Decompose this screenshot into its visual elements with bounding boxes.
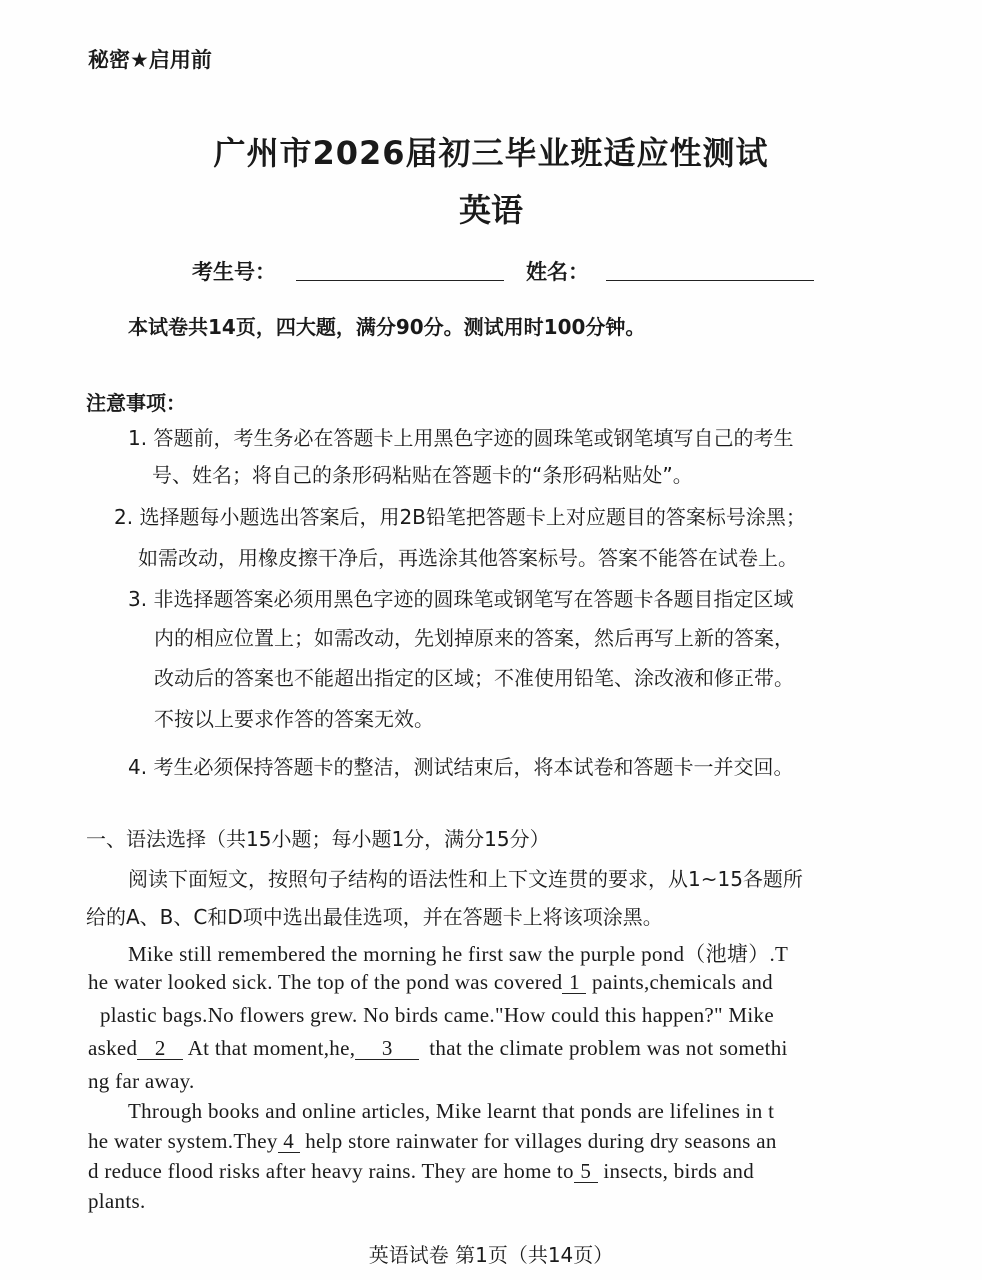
note-3-line-4: 不按以上要求作答的答案无效。 <box>154 707 434 731</box>
passage-line: Through books and online articles, Mike learnt that ponds are lifelines in t <box>128 1099 775 1123</box>
exam-number-line <box>296 280 504 281</box>
note-4-line-1: 4. 考生必须保持答题卡的整洁，测试结束后，将本试卷和答题卡一并交回。 <box>128 755 794 779</box>
blank-1: 1 <box>562 971 586 994</box>
blank-5: 5 <box>574 1160 598 1183</box>
blank-4: 4 <box>278 1130 300 1153</box>
note-3-line-2: 内的相应位置上；如需改动，先划掉原来的答案，然后再写上新的答案， <box>154 626 794 650</box>
exam-title: 广州市2026届初三毕业班适应性测试 <box>213 134 769 172</box>
note-2-line-2: 如需改动，用橡皮擦干净后，再选涂其他答案标号。答案不能答在试卷上。 <box>138 546 798 570</box>
passage-text: help store rainwater for villages during dry seasons an <box>299 1129 777 1153</box>
notes-heading: 注意事项： <box>86 391 186 415</box>
exam-summary: 本试卷共14页，四大题，满分90分。测试用时100分钟。 <box>128 315 646 339</box>
page-footer: 英语试卷 第1页（共14页） <box>368 1243 614 1267</box>
note-2-line-1: 2. 选择题每小题选出答案后，用2B铅笔把答题卡上对应题目的答案标号涂黑； <box>114 505 806 529</box>
section-1-instruction-line-2: 给的A、B、C和D项中选出最佳选项，并在答题卡上将该项涂黑。 <box>86 905 663 929</box>
note-3-line-1: 3. 非选择题答案必须用黑色字迹的圆珠笔或钢笔写在答题卡各题目指定区域 <box>128 587 794 611</box>
note-1-line-1: 1. 答题前，考生务必在答题卡上用黑色字迹的圆珠笔或钢笔填写自己的考生 <box>128 426 794 450</box>
note-1-line-2: 号、姓名；将自己的条形码粘贴在答题卡的“条形码粘贴处”。 <box>152 463 693 487</box>
passage-line <box>88 970 773 995</box>
passage-text: paints,chemicals and <box>586 970 773 994</box>
passage-text: that the climate problem was not somethi <box>429 1036 788 1060</box>
name-label: 姓名： <box>526 260 589 284</box>
passage-line <box>88 1129 777 1154</box>
passage-text: At that moment,he, <box>183 1036 356 1060</box>
blank-3: 3 <box>355 1037 419 1060</box>
passage-line: Mike still remembered the morning he first saw the purple pond（池塘）.T <box>128 942 789 966</box>
passage-line: plants. <box>88 1189 146 1213</box>
passage-line <box>88 1159 754 1184</box>
passage-text: insects, birds and <box>597 1159 755 1183</box>
name-line <box>606 280 814 281</box>
section-1-heading: 一、语法选择（共15小题；每小题1分，满分15分） <box>86 827 550 851</box>
passage-line <box>88 1036 788 1061</box>
exam-number-label: 考生号： <box>192 260 276 284</box>
note-3-line-3: 改动后的答案也不能超出指定的区域；不准使用铅笔、涂改液和修正带。 <box>154 666 794 690</box>
passage-line: ng far away. <box>88 1069 195 1093</box>
passage-text: d reduce flood risks after heavy rains. They are home to <box>88 1159 574 1183</box>
subject-title: 英语 <box>458 191 523 229</box>
confidential-label: 秘密★启用前 <box>88 48 212 72</box>
passage-text: he water looked sick. The top of the pond was covered <box>88 970 563 994</box>
passage-text: he water system.They <box>88 1129 278 1153</box>
passage-text: asked <box>88 1036 138 1060</box>
blank-2: 2 <box>137 1037 183 1060</box>
section-1-instruction-line-1: 阅读下面短文，按照句子结构的语法性和上下文连贯的要求，从1~15各题所 <box>128 867 803 891</box>
passage-line: plastic bags.No flowers grew. No birds came."How could this happen?" Mike <box>100 1003 774 1027</box>
